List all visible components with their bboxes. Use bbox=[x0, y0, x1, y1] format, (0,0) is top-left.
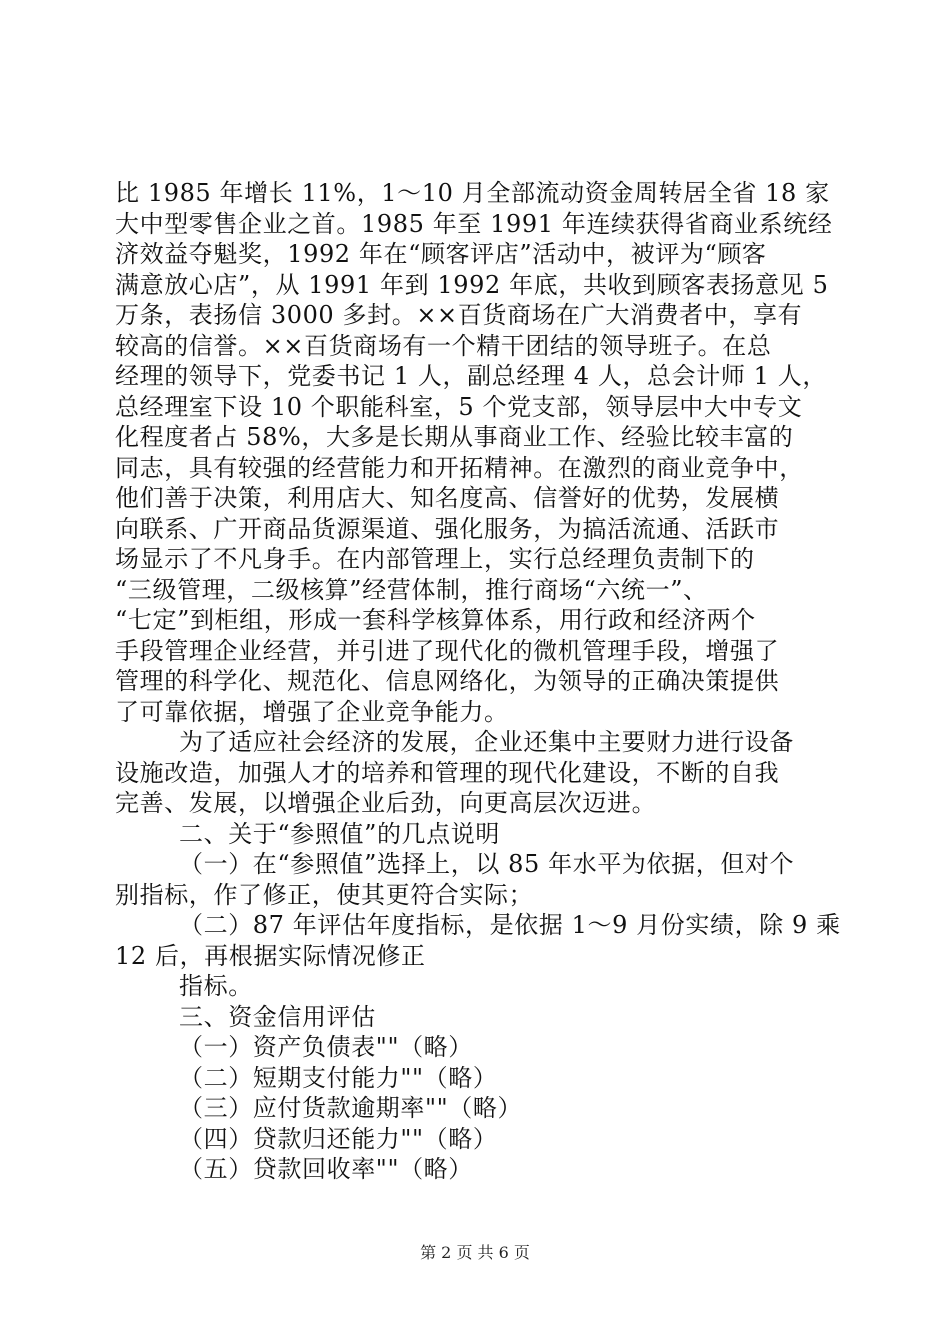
body-text-line: 经理的领导下，党委书记 1 人，副总经理 4 人，总会计师 1 人， bbox=[115, 362, 827, 390]
body-text-line: 他们善于决策，利用店大、知名度高、信誉好的优势，发展横 bbox=[115, 484, 780, 512]
list-item: （一）在“参照值”选择上，以 85 年水平为依据，但对个 bbox=[179, 850, 795, 878]
body-text-line: 满意放心店”，从 1991 年到 1992 年底，共收到顾客表扬意见 5 bbox=[115, 270, 829, 299]
section-heading: 三、资金信用评估 bbox=[179, 1002, 376, 1031]
body-text-line: 同志，具有较强的经营能力和开拓精神。在激烈的商业竞争中， bbox=[115, 453, 804, 482]
body-text-line: 比 1985 年增长 11%，1～10 月全部流动资金周转居全省 18 家 bbox=[115, 179, 830, 207]
body-text-line: 设施改造，加强人才的培养和管理的现代化建设，不断的自我 bbox=[115, 758, 780, 787]
body-text-line: 化程度者占 58%，大多是长期从事商业工作、经验比较丰富的 bbox=[115, 423, 794, 451]
document-body bbox=[115, 178, 841, 1185]
body-text-line: 管理的科学化、规范化、信息网络化，为领导的正确决策提供 bbox=[115, 667, 780, 695]
body-text-line: “三级管理，二级核算”经营体制，推行商场“六统一”、 bbox=[115, 575, 708, 604]
body-text-line: 向联系、广开商品货源渠道、强化服务，为搞活流通、活跃市 bbox=[115, 514, 780, 543]
list-item: （二）短期支付能力""（略） bbox=[179, 1063, 498, 1092]
body-text-line: 别指标，作了修正，使其更符合实际； bbox=[115, 880, 534, 909]
body-text-line: 指标。 bbox=[179, 972, 253, 1000]
body-text-line: 万条，表扬信 3000 多封。××百货商场在广大消费者中，享有 bbox=[115, 301, 803, 329]
body-text-line: 大中型零售企业之首。1985 年至 1991 年连续获得省商业系统经 bbox=[115, 209, 833, 238]
section-heading: 二、关于“参照值”的几点说明 bbox=[179, 819, 500, 848]
body-text-line: “七定”到柜组，形成一套科学核算体系，用行政和经济两个 bbox=[115, 606, 756, 634]
body-text-line: 总经理室下设 10 个职能科室，5 个党支部，领导层中大中专文 bbox=[115, 392, 803, 421]
body-text-line: 济效益夺魁奖，1992 年在“顾客评店”活动中，被评为“顾客 bbox=[115, 240, 767, 268]
body-text-line: 较高的信誉。××百货商场有一个精干团结的领导班子。在总 bbox=[115, 331, 772, 360]
body-text-line: 了可靠依据，增强了企业竞争能力。 bbox=[115, 697, 509, 726]
body-text-line: 场显示了不凡身手。在内部管理上，实行总经理负责制下的 bbox=[115, 545, 755, 573]
body-text-line: 完善、发展，以增强企业后劲，向更高层次迈进。 bbox=[115, 789, 657, 817]
paragraph-first-line: 为了适应社会经济的发展，企业还集中主要财力进行设备 bbox=[179, 728, 794, 756]
body-text-line: 手段管理企业经营，并引进了现代化的微机管理手段，增强了 bbox=[115, 636, 780, 665]
list-item: （五）贷款回收率""（略） bbox=[179, 1155, 473, 1183]
body-text-line: 12 后，再根据实际情况修正 bbox=[115, 941, 426, 970]
list-item: （二）87 年评估年度指标，是依据 1～9 月份实绩，除 9 乘 bbox=[179, 911, 841, 939]
page-number-footer: 第 2 页 共 6 页 bbox=[420, 1243, 530, 1262]
list-item: （四）贷款归还能力""（略） bbox=[179, 1124, 498, 1153]
list-item: （一）资产负债表""（略） bbox=[179, 1033, 473, 1061]
list-item: （三）应付货款逾期率""（略） bbox=[179, 1094, 523, 1122]
